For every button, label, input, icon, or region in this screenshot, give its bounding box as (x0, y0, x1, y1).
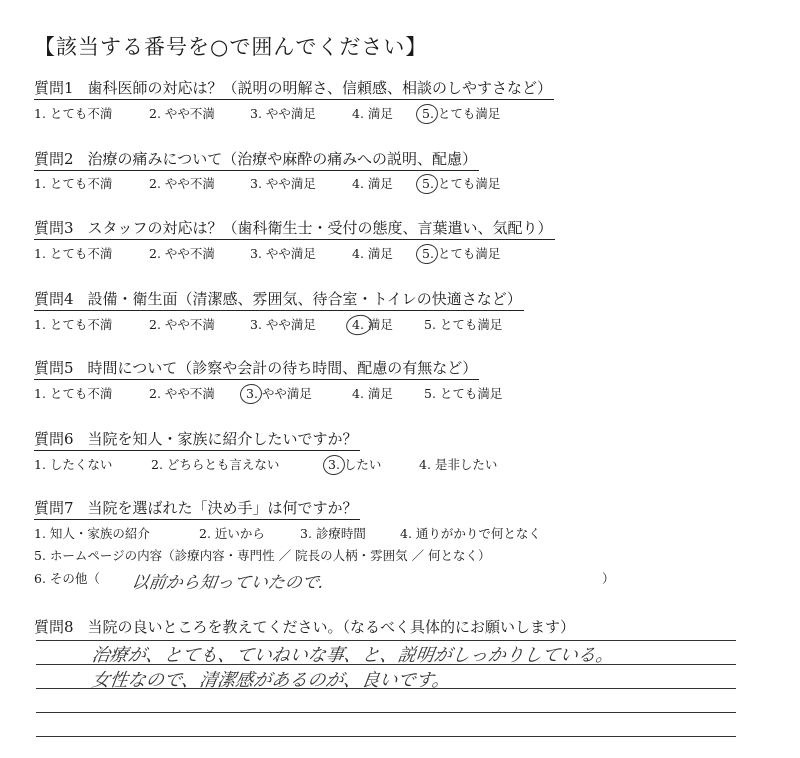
q5-option-3[interactable]: 3. やや満足 (246, 386, 312, 401)
question-1-text: 歯科医師の対応は？（説明の明解さ、信頼感、相談のしやすさなど） (87, 79, 552, 97)
question-6-text: 当院を知人・家族に紹介したいですか？ (87, 430, 358, 448)
q7-other-handwritten-answer[interactable]: 以前から知っていたので. (130, 573, 326, 593)
question-5-number: 質問5 (34, 359, 74, 377)
q7-option-6-label[interactable]: 6. その他（ (34, 571, 100, 586)
q3-option-3[interactable]: 3. やや満足 (250, 246, 316, 261)
q2-option-4[interactable]: 4. 満足 (352, 176, 393, 191)
question-3-text: スタッフの対応は？（歯科衛生士・受付の態度、言葉遣い、気配り） (87, 219, 553, 237)
q1-option-3[interactable]: 3. やや満足 (250, 106, 316, 121)
q5-option-2[interactable]: 2. やや不満 (149, 386, 215, 401)
q5-option-1[interactable]: 1. とても不満 (34, 386, 113, 401)
question-6-label (34, 428, 360, 451)
q2-option-3[interactable]: 3. やや満足 (250, 176, 316, 191)
q2-option-1[interactable]: 1. とても不満 (34, 176, 113, 191)
q6-option-3[interactable]: 3. したい (328, 457, 382, 472)
q8-handwritten-answer-line-1[interactable]: 治療が、とても、ていねいな事、と、説明がしっかりしている。 (90, 645, 616, 666)
q8-handwritten-answer-line-2[interactable]: 女性なので、清潔感があるのが、良いです。 (90, 670, 452, 691)
question-8-text: 当院の良いところを教えてください。（なるべく具体的にお願いします） (87, 618, 576, 636)
q4-option-2[interactable]: 2. やや不満 (149, 317, 215, 332)
question-8-number: 質問8 (34, 618, 74, 636)
q5-option-5[interactable]: 5. とても満足 (424, 386, 503, 401)
answer-rule-4 (36, 712, 736, 713)
question-3-label (34, 217, 555, 240)
q3-option-4[interactable]: 4. 満足 (352, 246, 393, 261)
question-3-number: 質問3 (34, 219, 74, 237)
q6-option-2[interactable]: 2. どちらとも言えない (151, 457, 280, 472)
q2-option-2[interactable]: 2. やや不満 (149, 176, 215, 191)
q3-option-1[interactable]: 1. とても不満 (34, 246, 113, 261)
q1-option-5[interactable]: 5. とても満足 (422, 106, 501, 121)
question-1-label (34, 77, 554, 100)
question-7-number: 質問7 (34, 499, 74, 517)
q2-option-5[interactable]: 5. とても満足 (422, 176, 501, 191)
q1-option-4[interactable]: 4. 満足 (352, 106, 393, 121)
question-4-number: 質問4 (34, 290, 74, 308)
question-6-number: 質問6 (34, 430, 74, 448)
q4-option-1[interactable]: 1. とても不満 (34, 317, 113, 332)
q7-option-3[interactable]: 3. 診療時間 (300, 526, 366, 541)
q7-option-4[interactable]: 4. 通りがかりで何となく (400, 526, 541, 541)
q5-option-4[interactable]: 4. 満足 (352, 386, 393, 401)
q6-option-1[interactable]: 1. したくない (34, 457, 113, 472)
q7-option-2[interactable]: 2. 近いから (199, 526, 265, 541)
question-4-text: 設備・衛生面（清潔感、雰囲気、待合室・トイレの快適さなど） (87, 290, 522, 308)
q4-option-4[interactable]: 4. 満足 (352, 317, 393, 332)
question-2-number: 質問2 (34, 150, 74, 168)
q1-option-2[interactable]: 2. やや不満 (149, 106, 215, 121)
q3-option-2[interactable]: 2. やや不満 (149, 246, 215, 261)
q7-option-1[interactable]: 1. 知人・家族の紹介 (34, 526, 150, 541)
q7-option-6-close: ） (602, 571, 615, 586)
question-8-label (34, 616, 577, 638)
question-2-label (34, 148, 479, 171)
question-7-text: 当院を選ばれた「決め手」は何ですか？ (87, 499, 358, 517)
q7-option-5[interactable]: 5. ホームページの内容（診療内容・専門性 ／ 院長の人柄・雰囲気 ／ 何となく） (34, 548, 491, 563)
q6-option-4[interactable]: 4. 是非したい (419, 457, 498, 472)
question-2-text: 治療の痛みについて（治療や麻酔の痛みへの説明、配慮） (87, 150, 477, 168)
question-7-label (34, 497, 360, 520)
question-5-text: 時間について（診察や会計の待ち時間、配慮の有無など） (87, 359, 478, 377)
q4-option-5[interactable]: 5. とても満足 (424, 317, 503, 332)
question-1-number: 質問1 (34, 79, 74, 97)
q1-option-1[interactable]: 1. とても不満 (34, 106, 113, 121)
question-5-label (34, 357, 479, 380)
q4-option-3[interactable]: 3. やや満足 (250, 317, 316, 332)
answer-rule-5 (36, 736, 736, 737)
form-title: 【該当する番号を○で囲んでください】 (34, 35, 428, 59)
q3-option-5[interactable]: 5. とても満足 (422, 246, 501, 261)
question-4-label (34, 288, 524, 311)
